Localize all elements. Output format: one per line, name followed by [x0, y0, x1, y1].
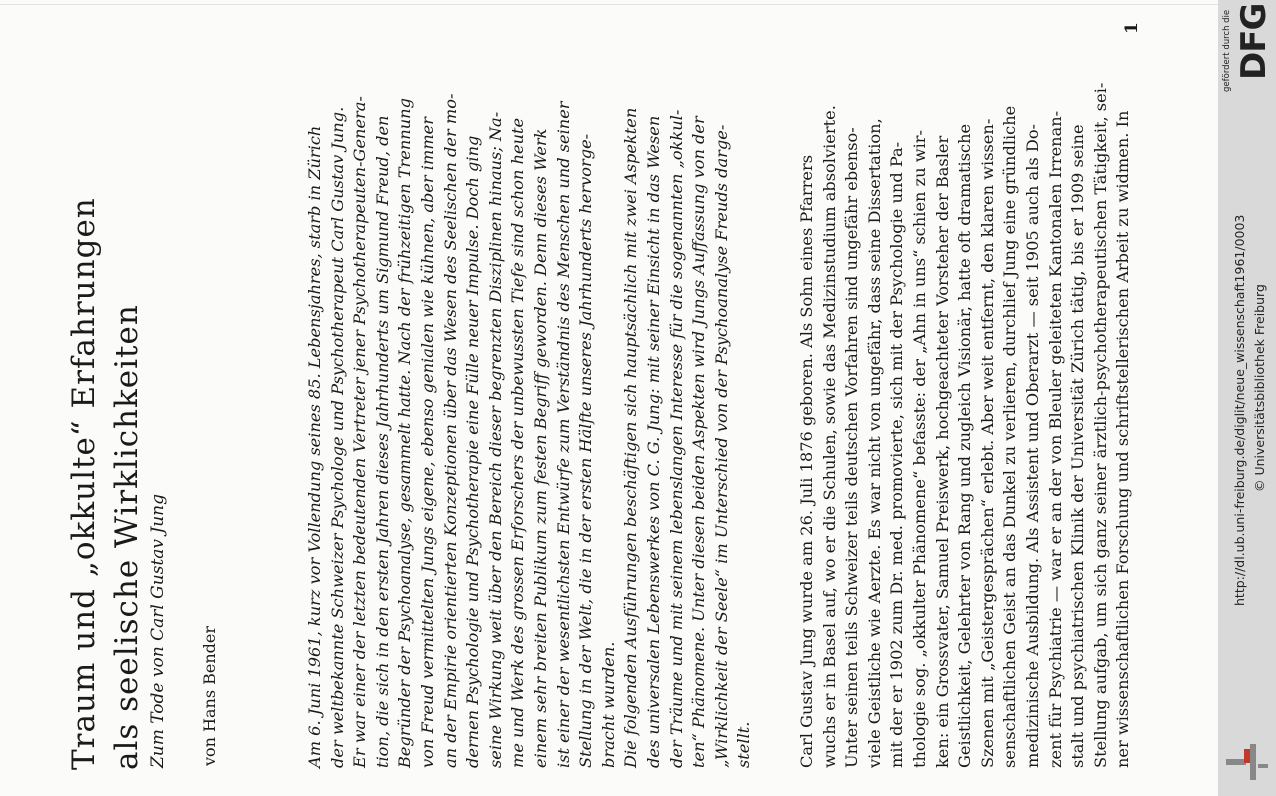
article-title	[66, 197, 146, 770]
italic-paragraph2-line: der Träume und mit seinem lebenslangen Interesse für die sogenannten „okkul-	[666, 109, 686, 768]
title-line-1: Traum und „okkulte“ Erfahrungen	[66, 197, 102, 770]
italic-lead-paragraph	[304, 94, 756, 768]
copyright-notice: © Universitätsbibliothek Freiburg	[1252, 284, 1267, 492]
body-paragraph	[796, 83, 1135, 768]
italic-paragraph2-line: Die folgenden Ausführungen beschäftigen sich hauptsächlich mit zwei Aspekten	[621, 107, 641, 768]
article-author: von Hans Bender	[200, 625, 219, 766]
scan-edge-line	[0, 4, 1218, 5]
italic-paragraph-line: Stellung in der Welt, die in der ersten Hälfte unseres Jahrhunderts hervorge-	[576, 133, 596, 768]
italic-paragraph2-line: des universalen Lebenswerkes von C. G. Jung: mit seiner Einsicht in das Wesen	[643, 115, 663, 768]
title-line-2: als seelische Wirklichkeiten	[109, 304, 145, 770]
digital-library-sidebar	[1218, 0, 1276, 796]
italic-paragraph2-line: stellt.	[734, 721, 754, 768]
body-paragraph-line: Szenen mit „Geistergesprächen“ erlebt. Aber weit entfernt, den klaren wissen-	[977, 118, 997, 768]
italic-paragraph-line: tion, die sich in den ersten Jahren dieses Jahrhunderts um Sigmund Freud, den	[372, 115, 392, 768]
italic-paragraph-line: ist einer der wesentlichsten Entwürfe zum Verständnis des Menschen und seiner	[553, 101, 573, 768]
page-number: 1	[1122, 22, 1142, 34]
body-paragraph-line: zent für Psychiatrie — war er an der von Bleuler geleiteten Kantonalen Irrenan-	[1045, 110, 1065, 768]
italic-paragraph-line: Begründer der Psychoanalyse, gesammelt hatte. Nach der frühzeitigen Trennung	[395, 98, 415, 768]
body-paragraph-line: Geistlichkeit, Gelehrter von Rang und zugleich Visionär, hatte oft dramatische	[955, 123, 975, 768]
permalink-url[interactable]: http://dl.ub.uni-freiburg.de/diglit/neue_wissenschaft1961/0003	[1232, 214, 1247, 606]
body-paragraph-line: Carl Gustav Jung wurde am 26. Juli 1876 geboren. Als Sohn eines Pfarrers	[797, 154, 816, 768]
body-paragraph-line: stalt und psychiatrischen Klinik der Universität Zürich tätig, bis er 1909 seine	[1068, 124, 1088, 768]
italic-paragraph-line: einem sehr breiten Publikum zum festen Begriff geworden. Denn dieses Werk	[530, 128, 550, 768]
logo-bar-red	[1244, 749, 1250, 763]
italic-paragraph-line: von Freud vermittelten Jungs eigene, ebenso genialen wie kühnen, aber immer	[417, 117, 437, 768]
body-paragraph-line: viele Geistliche wie Aerzte. Es war nicht von ungefähr, dass seine Dissertation,	[864, 118, 884, 768]
body-paragraph-line: ken: ein Grossvater, Samuel Preiswerk, hochgeachteter Vorsteher der Basler	[932, 135, 952, 768]
italic-paragraph-line: an der Empirie orientierten Konzeptionen über das Wesen des Seelischen der mo-	[440, 93, 460, 768]
logo-bar-gray-2	[1250, 744, 1256, 780]
logo-bar-gray	[1226, 759, 1246, 765]
italic-paragraph-line: der weltbekannte Schweizer Psychologe und Psychotherapeut Carl Gustav Jung.	[327, 106, 347, 768]
italic-paragraph-line: bracht wurden.	[598, 641, 618, 768]
italic-paragraph-line: me und Werk des grossen Erforschers der unbewussten Tiefe sind schon heute	[508, 117, 528, 768]
dfg-logo: DFG	[1234, 3, 1274, 80]
body-paragraph-line: mit der er 1902 zum Dr. med. promovierte, sich mit der Psychologie und Pa-	[887, 141, 907, 768]
body-paragraph-line: wuchs er in Basel auf, wo er die Schulen, sowie das Medizinstudium absolvierte.	[819, 105, 839, 768]
body-paragraph-line: Unter seinen teils Schweizer teils deutschen Vorfahren sind ungefähr ebenso-	[842, 127, 862, 768]
italic-paragraph2-line: ten“ Phänomene. Unter diesen beiden Aspekten wird Jungs Auffassung von der	[689, 116, 709, 768]
dfg-funding-label: gefördert durch die	[1222, 9, 1232, 92]
logo-bar-gray-3	[1258, 764, 1268, 768]
article-subtitle: Zum Tode von Carl Gustav Jung	[148, 493, 168, 768]
body-paragraph-line: ner wissenschaftlichen Forschung und schriftstellerischen Arbeit zu widmen. In	[1113, 110, 1133, 768]
body-paragraph-line: thologie sog. „okkulter Phänomene“ befasste: der „Ahn in uns“ schien zu wir-	[909, 130, 929, 768]
italic-paragraph-line: seine Wirkung weit über den Bereich dieser begrenzten Disziplinen hinaus; Na-	[485, 111, 505, 768]
library-logo-icon	[1222, 738, 1272, 788]
body-paragraph-line: medizinische Ausbildung. Als Assistent und Oberarzt — seit 1905 auch als Do-	[1022, 123, 1042, 768]
body-paragraph-line: Stellung aufgab, um sich ganz seiner ärztlich-psychotherapeutischen Tätigkeit, sei-	[1090, 82, 1110, 768]
italic-paragraph-line: Am 6. Juni 1961, kurz vor Vollendung seines 85. Lebensjahres, starb in Zürich	[305, 125, 324, 768]
italic-paragraph-line: dernen Psychologie und Psychotherapie eine Fülle neuer Impulse. Doch ging	[463, 135, 483, 768]
italic-paragraph-line: Er war einer der letzten bedeutenden Vertreter jener Psychotherapeuten-Genera-	[350, 96, 370, 768]
body-paragraph-line: senschaftlichen Geist an das Dunkel zu verlieren, durchlief Jung eine gründliche	[1000, 105, 1020, 768]
italic-paragraph2-line: „Wirklichkeit der Seele“ im Unterschied von der Psychoanalyse Freuds darge-	[711, 124, 731, 768]
